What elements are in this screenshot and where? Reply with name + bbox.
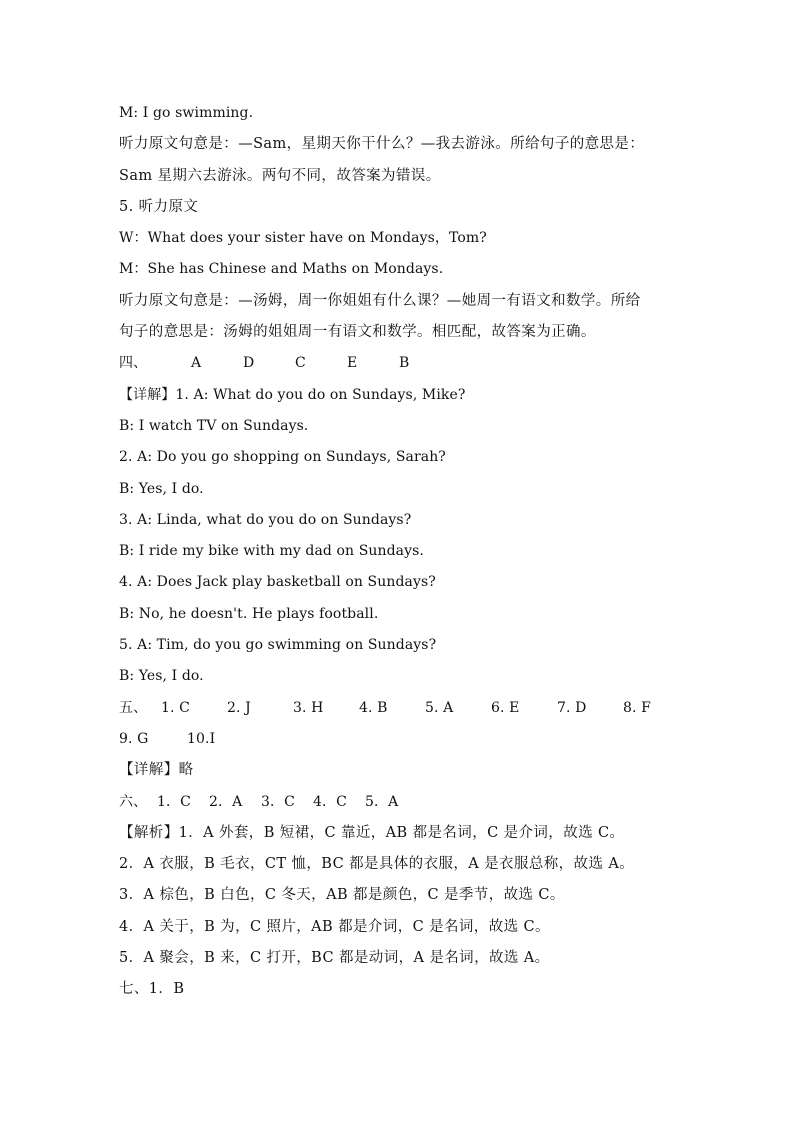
section-6-heading: 六、 [119, 793, 148, 810]
section-5-answer: 7. D [557, 699, 587, 716]
section-5-answers-continued [119, 724, 679, 755]
analysis-line: 5．A 聚会，B 来，C 打开，BC 都是动词，A 是名词，故选 A。 [119, 950, 550, 967]
section-6-answer: 3．C [261, 793, 295, 810]
dialogue-line: 3. A: Linda, what do you do on Sundays? [119, 511, 412, 528]
answer-document [119, 98, 679, 1006]
explanation-line: Sam 星期六去游泳。两句不同，故答案为错误。 [119, 167, 441, 184]
explanation-line: 听力原文句意是：—汤姆，周一你姐姐有什么课？—她周一有语文和数学。所给 [119, 292, 641, 309]
section-5-answer: 4. B [359, 699, 388, 716]
section-4-heading: 四、 [119, 355, 148, 372]
question-heading: 5. 听力原文 [119, 198, 199, 215]
analysis-line: 【解析】1．A 外套，B 短裙，C 靠近，AB 都是名词，C 是介词，故选 C。 [119, 824, 625, 841]
section-5-heading: 五、 [119, 699, 148, 716]
section-6-answer: 5．A [365, 793, 399, 810]
analysis-line: 3．A 棕色，B 白色，C 冬天，AB 都是颜色，C 是季节，故选 C。 [119, 887, 565, 904]
section-4-answer: A [191, 355, 202, 372]
section-6-answer: 4．C [313, 793, 347, 810]
section-6-answer: 1．C [157, 793, 191, 810]
detail-line: 【详解】略 [119, 762, 194, 779]
section-4-answer: B [399, 355, 410, 372]
dialogue-line: 4. A: Does Jack play basketball on Sundays? [119, 574, 436, 591]
section-5-answer: 3. H [293, 699, 324, 716]
dialogue-line: M：She has Chinese and Maths on Mondays. [119, 261, 444, 278]
dialogue-line: B: I watch TV on Sundays. [119, 417, 309, 434]
section-5-answer: 1. C [161, 699, 190, 716]
section-6-answer: 2．A [209, 793, 243, 810]
section-7-answers: 七、1．B [119, 981, 185, 998]
dialogue-line: B: Yes, I do. [119, 480, 204, 497]
section-5-answer: 9. G [119, 730, 149, 747]
section-4-answer: D [243, 355, 255, 372]
dialogue-line: B: Yes, I do. [119, 668, 204, 685]
section-5-answer: 5. A [425, 699, 454, 716]
section-5-answer: 8. F [623, 699, 651, 716]
dialogue-line: W：What does your sister have on Mondays，Tom? [119, 230, 487, 247]
section-4-answer: E [347, 355, 358, 372]
dialogue-line: M: I go swimming. [119, 105, 254, 121]
section-4-answer: C [295, 355, 306, 372]
section-5-answer: 2. J [227, 699, 251, 716]
dialogue-line: 5. A: Tim, do you go swimming on Sundays? [119, 637, 437, 654]
section-5-answer: 10.I [187, 730, 216, 747]
explanation-line: 听力原文句意是：—Sam，星期天你干什么？—我去游泳。所给句子的意思是： [119, 136, 645, 153]
explanation-line: 句子的意思是：汤姆的姐姐周一有语文和数学。相匹配，故答案为正确。 [119, 324, 596, 341]
dialogue-line: 2. A: Do you go shopping on Sundays, Sarah? [119, 449, 446, 466]
dialogue-line: B: No, he doesn't. He plays football. [119, 605, 379, 622]
analysis-line: 4．A 关于，B 为，C 照片，AB 都是介词，C 是名词，故选 C。 [119, 918, 550, 935]
section-4-answers [119, 348, 679, 379]
section-6-answers [119, 787, 679, 818]
section-5-answers [119, 693, 679, 724]
section-5-answer: 6. E [491, 699, 520, 716]
analysis-line: 2．A 衣服，B 毛衣，CT 恤，BC 都是具体的衣服，A 是衣服总称，故选 A。 [119, 856, 635, 873]
detail-line: 【详解】1. A: What do you do on Sundays, Mike? [119, 386, 466, 403]
dialogue-line: B: I ride my bike with my dad on Sundays. [119, 543, 424, 560]
